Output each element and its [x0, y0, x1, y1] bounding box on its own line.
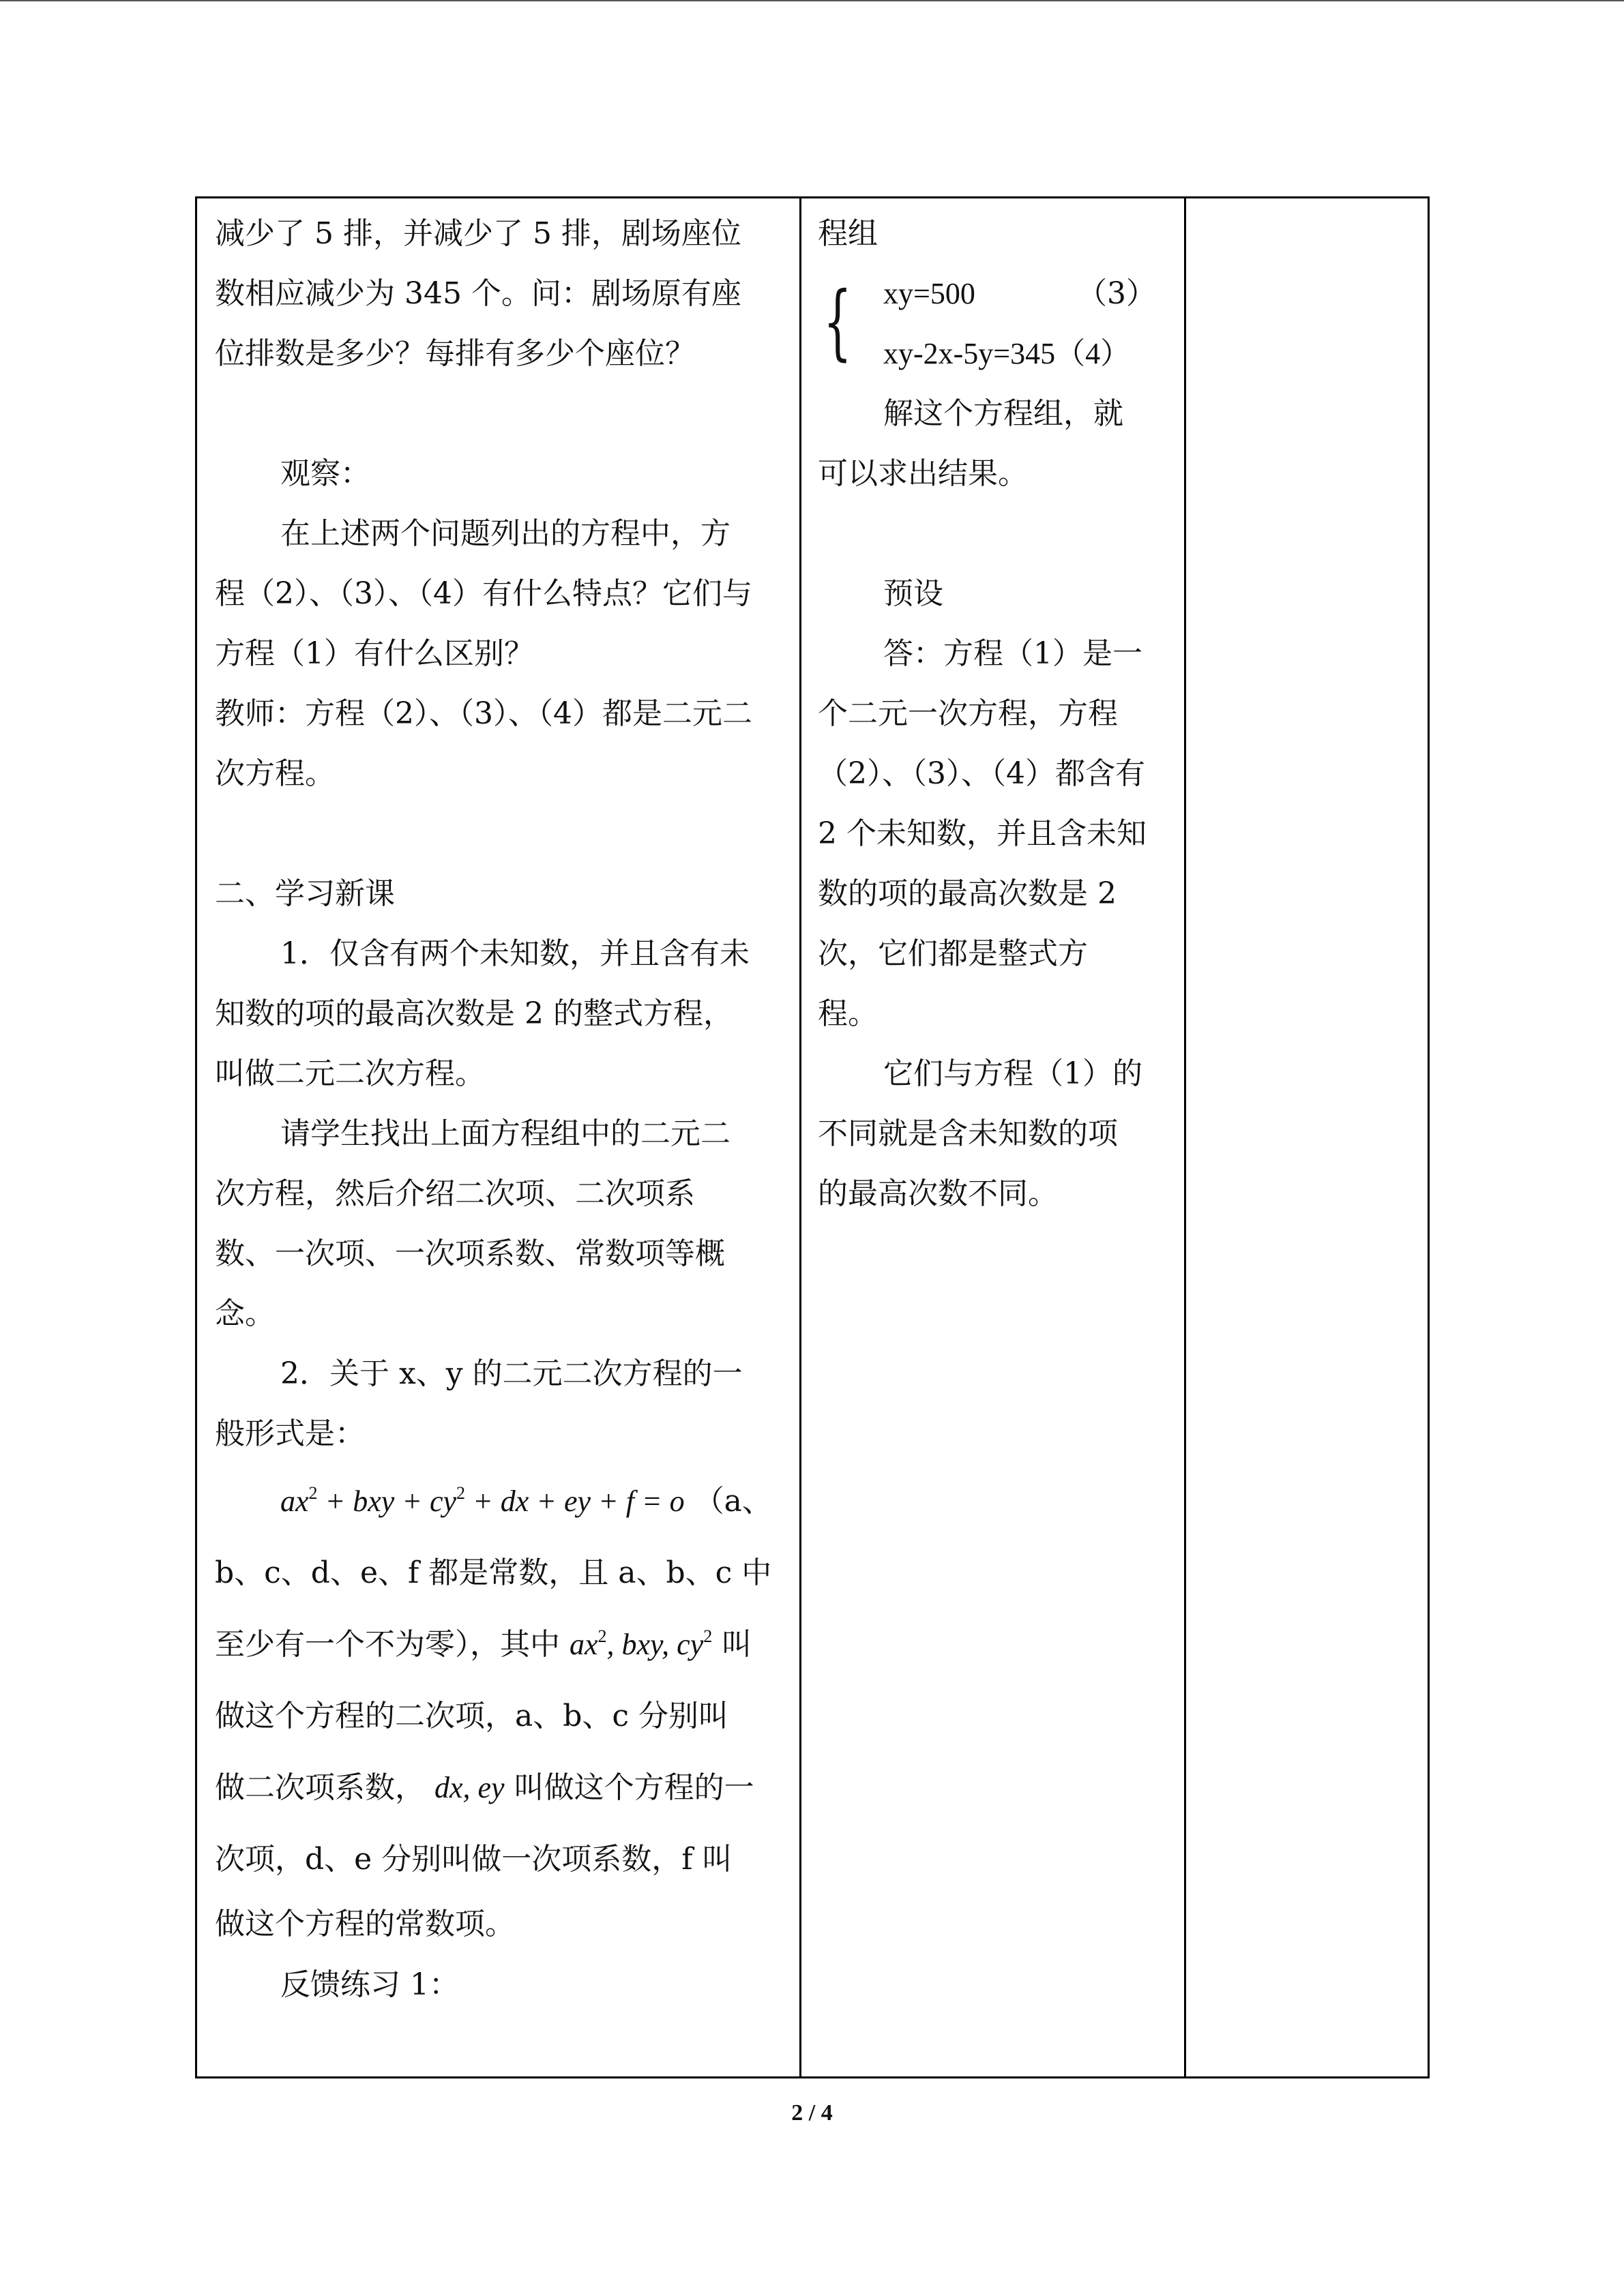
text-line: 程。 [818, 996, 878, 1031]
text-fragment: 叫 [722, 1627, 752, 1662]
text-line: 不同就是含未知数的项 [818, 1116, 1118, 1151]
text-line: 程（2）、（3）、（4）有什么特点？它们与 [215, 576, 752, 611]
text-line: 做这个方程的常数项。 [215, 1907, 515, 1941]
equation-3-tag: （3） [1077, 276, 1156, 311]
text-line: 解这个方程组，就 [883, 396, 1123, 431]
text-line: 叫做二元二次方程。 [215, 1056, 485, 1091]
text-line: 在上述两个问题列出的方程中，方 [280, 516, 730, 551]
text-line: 它们与方程（1）的 [883, 1056, 1142, 1091]
equation-3: xy=500 [883, 277, 975, 310]
content-column [215, 204, 785, 2015]
text-line: 次方程。 [215, 756, 335, 791]
text-line: 次方程，然后介绍二次项、二次项系 [215, 1176, 695, 1211]
left-brace-icon: { [823, 275, 852, 370]
text-line: 知数的项的最高次数是 2 的整式方程， [215, 996, 733, 1031]
notes-column [818, 204, 1170, 1224]
text-line: 方程（1）有什么区别？ [215, 636, 534, 671]
text-line [215, 1750, 785, 1825]
linear-terms-formula: dx, ey [434, 1771, 505, 1804]
text-line: 位排数是多少？每排有多少个座位？ [215, 336, 695, 371]
text-line [215, 1607, 785, 1682]
observe-heading: 观察： [280, 456, 370, 491]
page-number: 2 / 4 [791, 2100, 833, 2126]
text-line: 请学生找出上面方程组中的二元二 [280, 1116, 730, 1151]
equation-4: xy-2x-5y=345（4） [883, 337, 1131, 370]
text-line: 般形式是： [215, 1416, 365, 1451]
text-line: 2 个未知数，并且含未知 [818, 816, 1147, 851]
top-border [0, 0, 1624, 1]
section-heading: 二、学习新课 [215, 876, 395, 911]
text-fragment: 叫做这个方程的一 [514, 1770, 754, 1805]
text-line: 数、一次项、一次项系数、常数项等概 [215, 1236, 725, 1271]
preset-heading: 预设 [883, 576, 943, 611]
text-line: b、c、d、e、f 都是常数，且 a、b、c 中 [215, 1555, 772, 1590]
text-line: 教师：方程（2）、（3）、（4）都是二元二 [215, 696, 752, 731]
text-line: 可以求出结果。 [818, 456, 1028, 491]
text-line: 做这个方程的二次项，a、b、c 分别叫 [215, 1699, 729, 1733]
text-line: 念。 [215, 1296, 275, 1331]
text-line: 数的项的最高次数是 2 [818, 876, 1117, 911]
text-line: （2）、（3）、（4）都含有 [818, 756, 1145, 791]
general-form-line [215, 1464, 785, 1539]
text-line: 减少了 5 排，并减少了 5 排，剧场座位 [215, 216, 741, 251]
text-line: 次，它们都是整式方 [818, 936, 1088, 971]
feedback-heading: 反馈练习 1： [280, 1967, 459, 2002]
text-line: 的最高次数不同。 [818, 1176, 1058, 1211]
text-fragment: 至少有一个不为零），其中 [215, 1627, 560, 1662]
text-line: 数相应减少为 345 个。问：剧场原有座 [215, 276, 741, 311]
text-line: 程组 [818, 216, 878, 251]
column-divider-1 [799, 198, 801, 2076]
formula-tail: （a、 [694, 1484, 772, 1519]
text-fragment: 做二次项系数， [215, 1770, 425, 1805]
lesson-table [195, 196, 1430, 2078]
text-line: 1．仅含有两个未知数，并且含有未 [280, 936, 750, 971]
general-form-formula: $ax^2$ + bxy + $cy^2$ + dx + ey + f = o [280, 1483, 685, 1518]
text-line: 次项，d、e 分别叫做一次项系数，f 叫 [215, 1842, 733, 1877]
quadratic-terms-formula: $ax^2$, bxy, $cy^2$ [570, 1626, 713, 1661]
text-line: 个二元一次方程，方程 [818, 696, 1118, 731]
text-line: 答：方程（1）是一 [883, 636, 1142, 671]
equation-system [818, 264, 1170, 384]
column-divider-2 [1184, 198, 1186, 2076]
text-line: 2．关于 x、y 的二元二次方程的一 [280, 1356, 743, 1391]
